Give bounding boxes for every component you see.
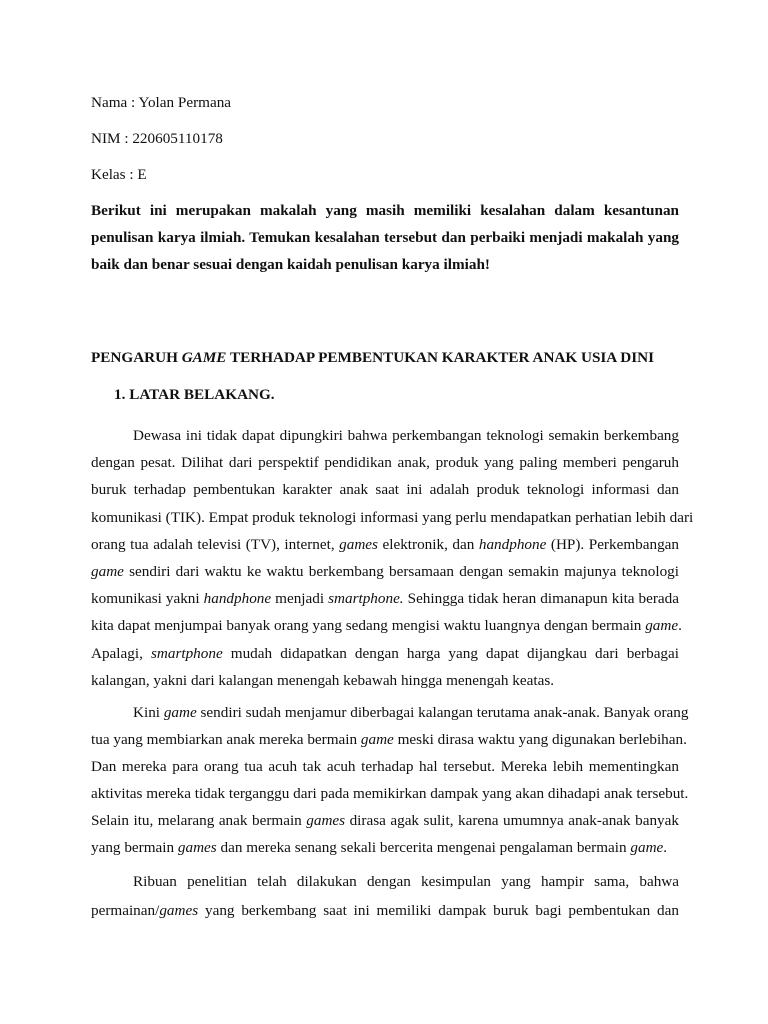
paragraph-line bbox=[91, 672, 679, 690]
paragraph-line bbox=[91, 645, 679, 663]
text-run: tua yang membiarkan anak mereka bermain bbox=[91, 731, 361, 748]
instruction-line-1: Berikut ini merupakan makalah yang masih memiliki kesalahan dalam kesantunan bbox=[91, 202, 679, 219]
text-run: orang tua adalah televisi (TV), internet, bbox=[91, 535, 340, 553]
text-run: aktivitas mereka tidak terganggu dari pada memikirkan dampak yang akan dihadapi anak tersebut. bbox=[91, 785, 689, 802]
text-run: Selain itu, melarang anak bermain bbox=[91, 812, 307, 829]
text-run: Sehingga tidak heran dimanapun kita berada bbox=[403, 590, 680, 608]
text-run: yang bermain bbox=[91, 839, 178, 856]
paragraph-line bbox=[91, 508, 694, 527]
paragraph-line bbox=[91, 902, 679, 920]
text-run: (HP). Perkembangan bbox=[546, 535, 679, 553]
italic-term: games bbox=[177, 839, 217, 856]
text-run: kalangan, yakni dari kalangan menengah kebawah hingga menengah keatas. bbox=[91, 671, 555, 689]
section-heading: 1. LATAR BELAKANG. bbox=[114, 386, 275, 403]
italic-term: game bbox=[645, 617, 679, 635]
text-run: Apalagi, bbox=[91, 644, 151, 662]
text-run: dan mereka senang sekali bercerita mengenai pengalaman bermain bbox=[216, 839, 631, 856]
italic-term: games bbox=[306, 812, 346, 829]
italic-term: games bbox=[339, 535, 378, 553]
text-run: Dan mereka para orang tua acuh tak acuh terhadap hal tersebut. Mereka lebih mementingkan bbox=[91, 758, 679, 775]
italic-term: game bbox=[630, 839, 664, 856]
text-run: . bbox=[678, 617, 682, 635]
text-run: meski dirasa waktu yang digunakan berlebihan. bbox=[393, 731, 687, 748]
paragraph-line bbox=[91, 839, 679, 857]
paragraph-line bbox=[91, 617, 682, 635]
document-title bbox=[91, 349, 654, 367]
paragraph-line bbox=[91, 758, 679, 776]
italic-term: games bbox=[159, 902, 199, 919]
text-run: menjadi bbox=[271, 590, 329, 608]
text-run: komunikasi yakni bbox=[91, 590, 204, 608]
italic-term: smartphone bbox=[150, 644, 223, 662]
instruction-line-2: penulisan karya ilmiah. Temukan kesalahan tersebut dan perbaiki menjadi makalah yang bbox=[91, 229, 679, 246]
paragraph-line bbox=[91, 731, 687, 749]
paragraph-line bbox=[91, 785, 689, 803]
paragraph-line bbox=[133, 704, 689, 722]
text-run: Kini bbox=[133, 704, 164, 721]
paragraph-line bbox=[133, 427, 679, 445]
text-run: Dewasa ini tidak dapat dipungkiri bahwa perkembangan teknologi semakin berkembang bbox=[133, 427, 679, 444]
paragraph-line bbox=[91, 454, 679, 472]
text-run: Ribuan penelitian telah dilakukan dengan kesimpulan yang hampir sama, bahwa bbox=[133, 873, 679, 890]
paragraph-line bbox=[91, 536, 679, 554]
title-part-3: TERHADAP PEMBENTUKAN KARAKTER ANAK USIA DINI bbox=[226, 349, 654, 366]
italic-term: handphone bbox=[478, 535, 547, 553]
italic-term: handphone bbox=[203, 590, 272, 608]
student-name: Nama : Yolan Permana bbox=[91, 94, 232, 111]
text-run: kita dapat menjumpai banyak orang yang sedang mengisi waktu luangnya dengan bermain bbox=[91, 617, 646, 635]
text-run: yang berkembang saat ini memiliki dampak buruk bagi pembentukan dan bbox=[198, 902, 679, 919]
text-run: buruk terhadap pembentukan karakter anak saat ini adalah produk teknologi informasi dan bbox=[91, 481, 679, 499]
paragraph-line bbox=[91, 590, 679, 608]
italic-term: game bbox=[163, 704, 197, 721]
title-part-1: PENGARUH bbox=[91, 349, 182, 366]
text-run: mudah didapatkan dengan harga yang dapat dijangkau dari berbagai bbox=[222, 644, 679, 662]
italic-term: game bbox=[360, 731, 394, 748]
paragraph-line bbox=[133, 873, 679, 891]
text-run: . bbox=[663, 839, 668, 856]
paragraph-line bbox=[91, 563, 679, 581]
text-run: elektronik, dan bbox=[377, 535, 479, 553]
text-run: sendiri sudah menjamur diberbagai kalangan terutama anak-anak. Banyak orang bbox=[196, 704, 689, 721]
text-run: dengan pesat. Dilihat dari perspektif pendidikan anak, produk yang paling memberi pengaruh bbox=[91, 454, 679, 472]
student-class: Kelas : E bbox=[91, 166, 147, 183]
paragraph-line bbox=[91, 481, 679, 499]
title-part-game: GAME bbox=[181, 349, 227, 366]
student-nim: NIM : 220605110178 bbox=[91, 130, 223, 147]
italic-term: game bbox=[91, 563, 124, 580]
text-run: komunikasi (TIK). Empat produk teknologi informasi yang perlu mendapatkan perhatian lebih dari bbox=[91, 508, 694, 526]
paragraph-line bbox=[91, 812, 679, 830]
italic-term: smartphone. bbox=[328, 590, 404, 608]
text-run: dirasa agak sulit, karena umumnya anak-anak banyak bbox=[345, 812, 679, 829]
instruction-line-3: baik dan benar sesuai dengan kaidah penulisan karya ilmiah! bbox=[91, 256, 490, 273]
text-run: permainan/ bbox=[91, 902, 160, 919]
text-run: sendiri dari waktu ke waktu berkembang bersamaan dengan semakin majunya teknologi bbox=[123, 563, 679, 580]
